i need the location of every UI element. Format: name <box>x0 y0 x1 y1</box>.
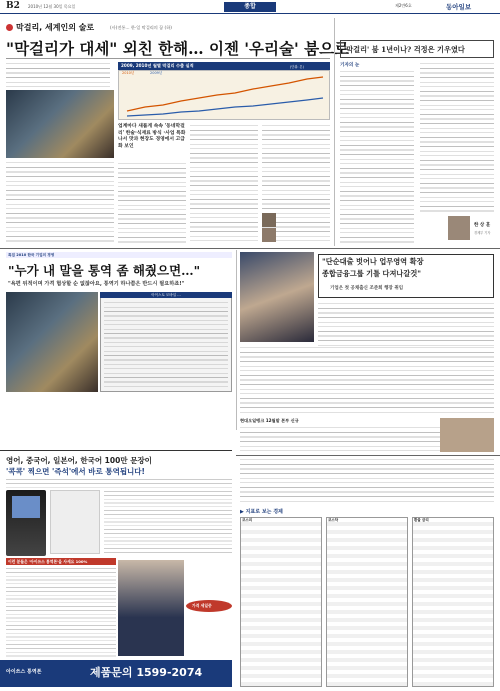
story-deck: 업계마다 새롭게 속속 '동네막걸리' 한술·식재료 방식 ·사업 특화 나서 맛과 현장도 경영에서 고급화 보인 <box>118 124 186 149</box>
story-kicker-sub: (사)전통… 한·일 막걸리의 꿈 (하) <box>110 25 172 30</box>
ad-sub: 이런 분들은 '아이쓰스 통역폰'을 사세요 100% <box>8 559 88 564</box>
columnist-byline: 한 상 훈 <box>474 223 491 228</box>
column-body-2 <box>420 62 494 212</box>
right-headline-2: 종합금융그룹 기틀 다져나갈것" <box>322 269 422 278</box>
chart-unit: (단위: 톤) <box>290 65 304 69</box>
story-kicker: 막걸리, 세계인의 술로 <box>16 23 95 32</box>
right-body <box>240 346 494 416</box>
stock-table <box>240 517 322 687</box>
column-divider <box>334 18 335 246</box>
right-kicker: 현대오일뱅크 12월말 본부 신규 <box>240 418 299 423</box>
right-body-top <box>318 302 494 352</box>
page-number: B2 <box>6 1 20 11</box>
export-chart <box>118 70 330 120</box>
qa-title: 아이스토 모바일 … <box>100 292 232 298</box>
chart-title: 2009, 2010년 월별 막걸리 수출 실적 <box>121 63 194 68</box>
stock-table-title: 코스피 <box>242 518 253 522</box>
issue-date: 2010년 12월 30일 목요일 <box>28 4 76 9</box>
interview-photo <box>6 292 98 392</box>
section-divider <box>0 248 500 249</box>
qa-text <box>104 301 228 389</box>
edition-number: 제2만6호 <box>395 3 412 8</box>
ad-brand: 아이쓰스 통역폰 <box>6 669 42 675</box>
kosdaq-table <box>326 517 408 687</box>
spokesperson-photo <box>118 560 184 656</box>
phone-screen <box>12 496 40 518</box>
column-body-1 <box>340 70 414 246</box>
body-text-col4 <box>118 162 186 243</box>
kosdaq-table-title: 코스닥 <box>328 518 339 522</box>
special-banner: 특집 2010 한국 기업의 경영 <box>8 252 55 257</box>
rates-table <box>412 517 494 687</box>
column-divider <box>236 250 237 430</box>
main-headline: "막걸리가 대세" 외친 한해… 이젠 '우리술' 붐으로 <box>6 39 350 58</box>
ad-headline: 영어, 중국어, 일본어, 한국어 100만 문장이 <box>6 456 152 465</box>
news-photo <box>6 90 114 158</box>
bullet-icon <box>6 24 13 31</box>
body-text-col2 <box>190 124 258 243</box>
divider <box>236 455 500 456</box>
section-label: 종합 <box>224 2 276 12</box>
intro-text <box>6 62 110 88</box>
ad-cta-phone[interactable]: 제품문의 1599-2074 <box>90 666 203 679</box>
series-2009-line <box>127 98 323 116</box>
reporter-photo <box>262 213 276 227</box>
column-tag: 기자의 눈 <box>340 63 360 68</box>
interview-subquote: "욕편 뒤적이며 가격 협상할 순 없잖아요, 통역기 하나쯤은 반드시 필요하죠!" <box>8 281 185 287</box>
series-2010-line <box>127 77 323 111</box>
ad-detail <box>50 490 100 554</box>
body-text-col1 <box>6 161 114 243</box>
ceo-photo <box>240 252 314 342</box>
columnist-photo <box>448 216 470 240</box>
right-subhead: 기업은 첫 공채출신 조준희 행장 취임 <box>330 286 404 291</box>
legend-2010: 2010년 <box>122 71 135 75</box>
portrait-photo <box>440 418 494 452</box>
tables-title: ▶ 지표로 보는 경제 <box>240 509 283 515</box>
column-title: '막걸리' 붐 1년이나? 걱정은 기우였다 <box>344 45 465 54</box>
chart-lines <box>119 71 331 121</box>
legend-2009: 2009년 <box>150 71 163 75</box>
reporter-photo <box>262 228 276 242</box>
ad-bullets <box>6 567 116 657</box>
interview-quote: "누가 내 말을 통역 좀 해줬으면…" <box>8 263 201 278</box>
ad-copy <box>6 478 232 488</box>
sale-tag: 가격 세일중 <box>192 603 212 608</box>
newspaper-logo: 동아일보 <box>446 3 472 11</box>
divider <box>6 58 330 59</box>
bottom-story <box>240 458 494 502</box>
ad-headline-2: '콕콕' 찍으면 '즉석'에서 바로 통역됩니다! <box>6 467 145 476</box>
right-headline-1: "단순대출 벗어나 업무영역 확장 <box>322 257 424 266</box>
columnist-note: 경제부 기자 <box>474 231 491 235</box>
ad-detail-text <box>104 490 232 554</box>
rates-table-title: 환율 금리 <box>414 518 429 522</box>
